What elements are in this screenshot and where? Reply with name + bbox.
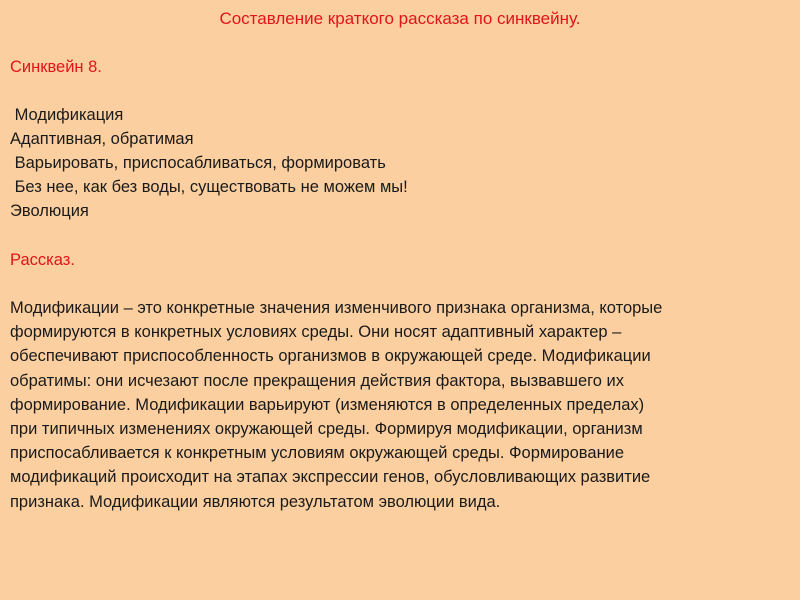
cinquain-line: Варьировать, приспосабливаться, формировать [10,154,386,172]
story-heading: Рассказ. [10,251,75,269]
story-line: обратимы: они исчезают после прекращения действия фактора, вызвавшего их [10,371,625,390]
story-line: приспосабливается к конкретным условиям окружающей среды. Формирование [10,444,625,463]
story-line: модификаций происходит на этапах экспрессии генов, обусловливающих развитие [10,468,651,487]
slide-title: Составление краткого рассказа по синквейну. [219,9,581,28]
story-line: обеспечивают приспособленность организмов в окружающей среде. Модификации [10,347,651,366]
cinquain-line: Без нее, как без воды, существовать не можем мы! [10,178,408,196]
cinquain-heading: Синквейн 8. [10,58,102,76]
story-line: формируются в конкретных условиях среды. Они носят адаптивный характер – [10,323,622,342]
cinquain-line: Адаптивная, обратимая [10,130,194,148]
cinquain-line: Модификация [10,106,124,124]
story-line: признака. Модификации являются результатом эволюции вида. [10,492,501,511]
story-line: при типичных изменениях окружающей среды. Формируя модификации, организм [10,419,643,438]
cinquain-lines [10,103,408,223]
story-line: Модификации – это конкретные значения изменчивого признака организма, которые [10,299,663,317]
story-line: формирование. Модификации варьируют (изменяются в определенных пределах) [10,395,645,414]
cinquain-line: Эволюция [10,202,89,220]
story-paragraph [10,296,792,514]
